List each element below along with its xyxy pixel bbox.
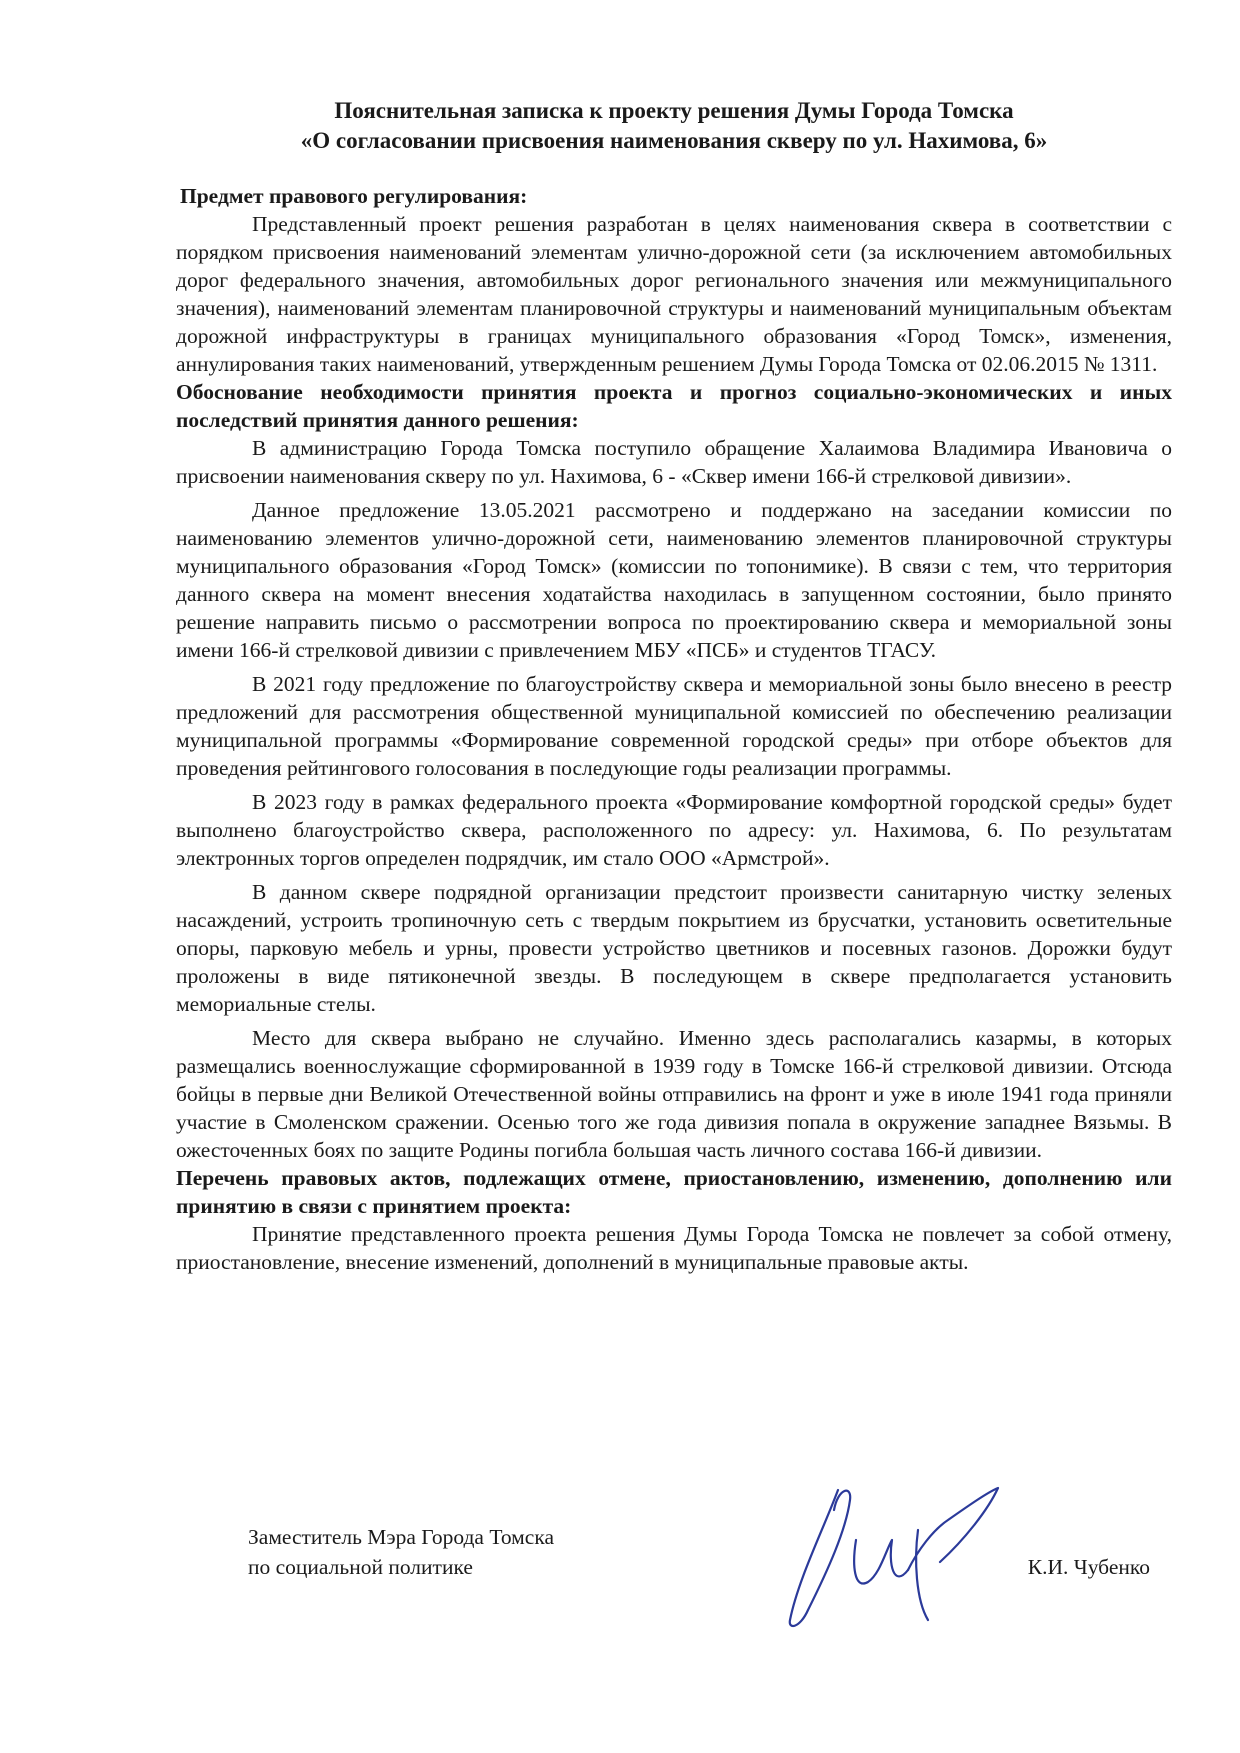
signatory-position-line-2: по социальной политике — [248, 1555, 473, 1579]
title-line-2: «О согласовании присвоения наименования скверу по ул. Нахимова, 6» — [300, 128, 1048, 153]
acts-heading: Перечень правовых актов, подлежащих отмене, приостановлению, изменению, дополнению или принятию в связи с принятием проекта: — [176, 1166, 1172, 1218]
justification-paragraph: В администрацию Города Томска поступило обращение Халаимова Владимира Ивановича о присвоении наименования скверу по ул. Нахимова, 6 - «Сквер имени 166-й стрелковой дивизии». — [176, 436, 1172, 488]
justification-paragraph: Место для сквера выбрано не случайно. Именно здесь располагались казармы, в которых размещались военнослужащие сформированной в 1939 году в Томске 166-й стрелковой дивизии. Отсюда бойцы в первые дни Великой Отечественной войны отправились на фронт и уже в июле 1941 года приняли участие в Смоленском сражении. Осенью того же года дивизия попала в окружение западнее Вязьмы. В ожесточенных боях по защите Родины погибла большая часть личного состава 166-й дивизии. — [176, 1026, 1172, 1162]
signatory-position — [248, 1522, 554, 1582]
justification-paragraph: В 2023 году в рамках федерального проекта «Формирование комфортной городской среды» будет выполнено благоустройство сквера, расположенного по адресу: ул. Нахимова, 6. По результатам электронных торгов определен подрядчик, им стало ООО «Армстрой». — [176, 790, 1172, 870]
justification-heading: Обоснование необходимости принятия проекта и прогноз социально-экономических и иных последствий принятия данного решения: — [176, 380, 1172, 432]
justification-paragraph: В 2021 году предложение по благоустройству сквера и мемориальной зоны было внесено в реестр предложений для рассмотрения общественной муниципальной комиссией по обеспечению реализации муниципальной программы «Формирование современной городской среды» при отборе объектов для проведения рейтингового голосования в последующие годы реализации программы. — [176, 672, 1172, 780]
acts-paragraph: Принятие представленного проекта решения Думы Города Томска не повлечет за собой отмену, приостановление, внесение изменений, дополнений в муниципальные правовые акты. — [176, 1222, 1172, 1274]
subject-paragraph: Представленный проект решения разработан в целях наименования сквера в соответствии с порядком присвоения наименований элементам улично-дорожной сети (за исключением автомобильных дорог федерального значения, автомобильных дорог регионального значения или межмуниципального значения), наименований элементам планировочной структуры и наименований муниципальным объектам дорожной инфраструктуры в границах муниципального образования «Город Томск», изменения, аннулирования таких наименований, утвержденным решением Думы Города Томска от 02.06.2015 № 1311. — [176, 212, 1172, 376]
document-page — [176, 96, 1172, 1282]
title-line-1: Пояснительная записка к проекту решения Думы Города Томска — [334, 98, 1014, 123]
signatory-name: К.И. Чубенко — [1027, 1555, 1150, 1579]
justification-paragraph: Данное предложение 13.05.2021 рассмотрено и поддержано на заседании комиссии по наименованию элементов улично-дорожной сети, наименованию элементов планировочной структуры муниципального образования «Город Томск» (комиссии по топонимике). В связи с тем, что территория данного сквера на момент внесения ходатайства находилась в запущенном состоянии, было принято решение направить письмо о рассмотрении вопроса по проектированию сквера и мемориальной зоны имени 166-й стрелковой дивизии с привлечением МБУ «ПСБ» и студентов ТГАСУ. — [176, 498, 1172, 662]
signature-block — [248, 1520, 1178, 1680]
justification-paragraph: В данном сквере подрядной организации предстоит произвести санитарную чистку зеленых насаждений, устроить тропиночную сеть с твердым покрытием из брусчатки, установить осветительные опоры, парковую мебель и урны, провести устройство цветников и посевных газонов. Дорожки будут проложены в виде пятиконечной звезды. В последующем в сквере предполагается установить мемориальные стелы. — [176, 880, 1172, 1016]
handwritten-signature — [768, 1470, 1018, 1640]
document-title — [176, 96, 1172, 156]
subject-heading: Предмет правового регулирования: — [180, 184, 528, 208]
signatory-position-line-1: Заместитель Мэра Города Томска — [248, 1525, 554, 1549]
